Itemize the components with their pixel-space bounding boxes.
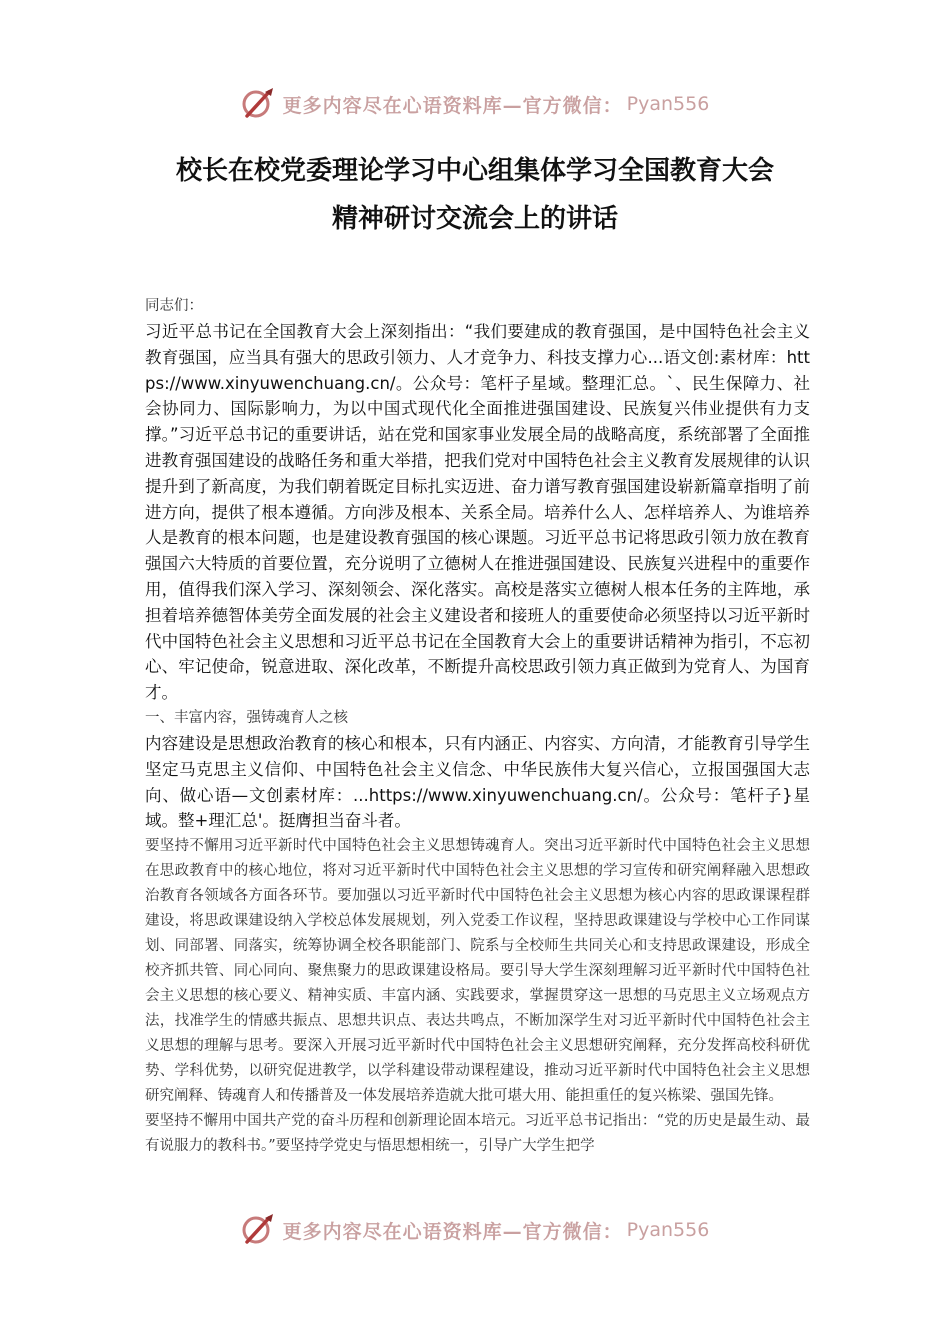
banner-text: 更多内容尽在心语资料库—官方微信： — [282, 94, 623, 117]
document-title — [0, 147, 950, 243]
paragraph-content-building: 内容建设是思想政治教育的核心和根本，只有内涵正、内容实、方向清，才能教育引导学生坚定马克思主义信仰、中国特色社会主义信念、中华民族伟大复兴信心，立报国强国大志向、做心语—文创素材库：...https://www.xinyuwenchuang.cn/。公众号：笔杆子}星域。整+理汇总'。挺膺担当奋斗者。 — [145, 733, 810, 831]
section-heading-1: 一、丰富内容，强铸魂育人之核 — [145, 709, 348, 726]
brush-logo-icon — [241, 1212, 277, 1248]
footer-banner — [0, 1210, 950, 1250]
banner-wechat-id: Pyan556 — [626, 93, 710, 115]
paragraph-intro: 习近平总书记在全国教育大会上深刻指出：“我们要建成的教育强国，是中国特色社会主义教育强国，应当具有强大的思政引领力、人才竞争力、科技支撑力心...语文创:素材库：https://www.xinyuwenchuang.cn/。公众号：笔杆子星域。整理汇总。`、民生保障力、社会协同力、国际影响力，为以中国式现代化全面推进强国建设、民族复兴伟业提供有力支撑。”习近平总书记的重要讲话，站在党和国家事业发展全局的战略高度，系统部署了全面推进教育强国建设的战略任务和重大举措，把我们党对中国特色社会主义教育发展规律的认识提升到了新高度，为我们朝着既定目标扎实迈进、奋力谱写教育强国建设崭新篇章指明了前进方向，提供了根本遵循。方向涉及根本、关系全局。培养什么人、怎样培养人、为谁培养人是教育的根本问题，也是建设教育强国的核心课题。习近平总书记将思政引领力放在教育强国六大特质的首要位置，充分说明了立德树人在推进强国建设、民族复兴进程中的重要作用，值得我们深入学习、深刻领会、深化落实。高校是落实立德树人根本任务的主阵地，承担着培养德智体美劳全面发展的社会主义建设者和接班人的重要使命必须坚持以习近平新时代中国特色社会主义思想和习近平总书记在全国教育大会上的重要讲话精神为指引，不忘初心、牢记使命，锐意进取、深化改革，不断提升高校思政引领力真正做到为党育人、为国育才。 — [145, 322, 810, 703]
title-line-1: 校长在校党委理论学习中心组集体学习全国教育大会 — [175, 156, 774, 186]
paragraph-party-history: 要坚持不懈用中国共产党的奋斗历程和创新理论固本培元。习近平总书记指出：“党的历史是最生动、最有说服力的教科书。”要坚持学党史与悟思想相统一，引导广大学生把学 — [145, 1113, 810, 1155]
header-banner — [0, 84, 950, 124]
banner-wechat-id: Pyan556 — [626, 1219, 710, 1241]
document-body — [145, 294, 810, 1159]
banner-text: 更多内容尽在心语资料库—官方微信： — [282, 1220, 623, 1243]
paragraph-xi-thought: 要坚持不懈用习近平新时代中国特色社会主义思想铸魂育人。突出习近平新时代中国特色社会主义思想在思政教育中的核心地位，将对习近平新时代中国特色社会主义思想的学习宣传和研究阐释融入思想政治教育各领域各方面各环节。要加强以习近平新时代中国特色社会主义思想为核心内容的思政课课程群建设，将思政课建设纳入学校总体发展规划，列入党委工作议程，坚持思政课建设与学校中心工作同谋划、同部署、同落实，统筹协调全校各职能部门、院系与全校师生共同关心和支持思政课建设，形成全校齐抓共管、同心同向、聚焦聚力的思政课建设格局。要引导大学生深刻理解习近平新时代中国特色社会主义思想的核心要义、精神实质、丰富内涵、实践要求，掌握贯穿这一思想的马克思主义立场观点方法，找准学生的情感共振点、思想共识点、表达共鸣点，不断加深学生对习近平新时代中国特色社会主义思想的理解与思考。要深入开展习近平新时代中国特色社会主义思想研究阐释，充分发挥高校科研优势、学科优势，以研究促进教学，以学科建设带动课程建设，推动习近平新时代中国特色社会主义思想研究阐释、铸魂育人和传播普及一体发展培养造就大批可堪大用、能担重任的复兴栋梁、强国先锋。 — [145, 838, 810, 1105]
salutation: 同志们： — [145, 298, 203, 314]
brush-logo-icon — [241, 86, 277, 122]
title-line-2: 精神研讨交流会上的讲话 — [331, 204, 618, 234]
